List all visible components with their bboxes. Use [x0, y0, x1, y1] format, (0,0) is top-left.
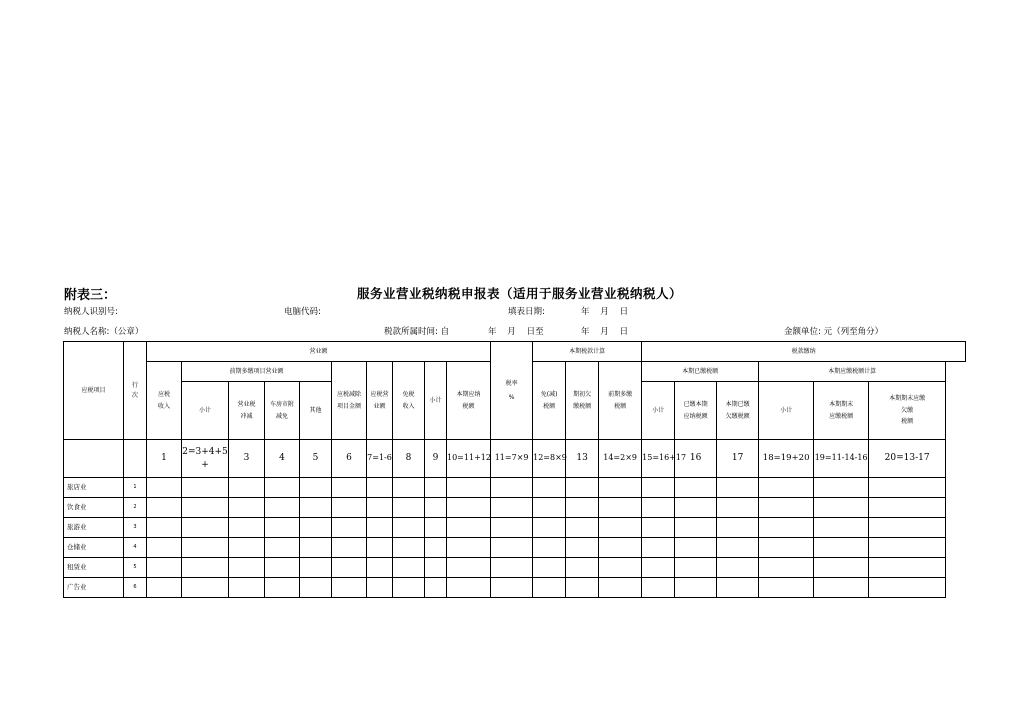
formula-cell: 20=13-17 [869, 440, 946, 478]
input-cell[interactable] [642, 498, 675, 518]
period-to: 年 月 日 [581, 327, 629, 337]
header-due: 本期应缴税额计算 [759, 362, 946, 382]
formula-cell: 18=19+20 [759, 440, 814, 478]
input-cell[interactable] [265, 578, 300, 598]
formula-cell: 13 [566, 440, 599, 478]
input-cell[interactable] [393, 578, 425, 598]
input-cell[interactable] [265, 538, 300, 558]
input-cell[interactable] [393, 558, 425, 578]
input-cell[interactable] [265, 518, 300, 538]
row-label: 广告业 [64, 578, 124, 598]
input-cell[interactable] [533, 578, 566, 598]
row-label: 旅游业 [64, 518, 124, 538]
input-cell[interactable] [533, 538, 566, 558]
input-cell[interactable] [759, 498, 814, 518]
input-cell[interactable] [367, 518, 393, 538]
input-cell[interactable] [147, 478, 182, 498]
input-cell[interactable] [300, 538, 332, 558]
header-tax-rate: 税率 % [491, 342, 533, 440]
table-row [64, 478, 966, 498]
header-paid-arrears: 本期已缴 欠缴税额 [717, 382, 759, 440]
input-cell[interactable] [425, 498, 447, 518]
table-row [64, 558, 966, 578]
header-urban-tax: 车房市附 减免 [265, 382, 300, 440]
input-cell[interactable] [759, 558, 814, 578]
input-cell[interactable] [491, 478, 533, 498]
input-cell[interactable] [642, 558, 675, 578]
formula-cell: 15=16+17 [642, 440, 675, 478]
input-cell[interactable] [147, 558, 182, 578]
input-cell[interactable] [425, 558, 447, 578]
input-cell[interactable] [814, 578, 869, 598]
input-cell[interactable] [566, 578, 599, 598]
input-cell[interactable] [717, 518, 759, 538]
header-line-no: 行 次 [124, 342, 147, 440]
formula-cell: 3 [229, 440, 265, 478]
table-row [64, 538, 966, 558]
header-item: 应税项目 [64, 342, 124, 440]
input-cell[interactable] [332, 478, 367, 498]
input-cell[interactable] [599, 578, 642, 598]
header-subtotal-a: 小计 [182, 382, 229, 440]
input-cell[interactable] [447, 498, 491, 518]
input-cell[interactable] [265, 478, 300, 498]
input-cell[interactable] [393, 518, 425, 538]
input-cell[interactable] [869, 538, 946, 558]
header-other: 其他 [300, 382, 332, 440]
input-cell[interactable] [425, 478, 447, 498]
input-cell[interactable] [599, 498, 642, 518]
input-cell[interactable] [182, 518, 229, 538]
input-cell[interactable] [300, 558, 332, 578]
header-exempt-tax: 免(减) 税额 [533, 362, 566, 440]
row-number: 5 [124, 558, 147, 578]
formula-cell: 7=1-6 [367, 440, 393, 478]
appendix-label: 附表三： [64, 288, 117, 303]
header-current-calc: 本期税款计算 [533, 342, 642, 362]
formula-cell: 14=2×9 [599, 440, 642, 478]
input-cell[interactable] [599, 518, 642, 538]
input-cell[interactable] [265, 558, 300, 578]
input-cell[interactable] [182, 558, 229, 578]
input-cell[interactable] [332, 538, 367, 558]
input-cell[interactable] [332, 578, 367, 598]
input-cell[interactable] [814, 498, 869, 518]
input-cell[interactable] [759, 478, 814, 498]
formula-cell: 16 [675, 440, 717, 478]
formula-cell: 2=3+4+5 + [182, 440, 229, 478]
input-cell[interactable] [759, 538, 814, 558]
header-taxable-turnover: 应税营 业额 [367, 362, 393, 440]
input-cell[interactable] [717, 478, 759, 498]
input-cell[interactable] [393, 498, 425, 518]
header-prior-overpaid: 前期多缴 税额 [599, 362, 642, 440]
input-cell[interactable] [675, 498, 717, 518]
table-row [64, 498, 966, 518]
row-label: 仓储业 [64, 538, 124, 558]
input-cell[interactable] [533, 478, 566, 498]
input-cell[interactable] [566, 498, 599, 518]
table-row [64, 578, 966, 598]
input-cell[interactable] [447, 478, 491, 498]
taxpayer-id-label: 纳税人识别号: [64, 307, 118, 317]
input-cell[interactable] [759, 518, 814, 538]
input-cell[interactable] [425, 538, 447, 558]
input-cell[interactable] [182, 578, 229, 598]
header-turnover: 营业额 [147, 342, 491, 362]
input-cell[interactable] [717, 558, 759, 578]
input-cell[interactable] [566, 538, 599, 558]
input-cell[interactable] [814, 518, 869, 538]
input-cell[interactable] [182, 498, 229, 518]
formula-blank [124, 440, 147, 478]
row-number: 6 [124, 578, 147, 598]
formula-cell: 6 [332, 440, 367, 478]
input-cell[interactable] [675, 538, 717, 558]
input-cell[interactable] [717, 538, 759, 558]
input-cell[interactable] [147, 578, 182, 598]
input-cell[interactable] [675, 578, 717, 598]
input-cell[interactable] [642, 478, 675, 498]
header-payment: 税款缴纳 [642, 342, 966, 362]
input-cell[interactable] [814, 538, 869, 558]
input-cell[interactable] [265, 498, 300, 518]
input-cell[interactable] [425, 578, 447, 598]
input-cell[interactable] [491, 498, 533, 518]
input-cell[interactable] [599, 478, 642, 498]
header-subtotal-b: 小计 [425, 362, 447, 440]
input-cell[interactable] [300, 478, 332, 498]
page-title: 服务业营业税纳税申报表（适用于服务业营业税纳税人） [357, 286, 683, 301]
input-cell[interactable] [447, 558, 491, 578]
input-cell[interactable] [367, 558, 393, 578]
input-cell[interactable] [675, 558, 717, 578]
input-cell[interactable] [332, 518, 367, 538]
header-prior-deduction: 前期多缴项目营业额 [182, 362, 332, 382]
row-number: 3 [124, 518, 147, 538]
header-end-arrears: 本期期末应缴 欠缴 税额 [869, 382, 946, 440]
row-number: 4 [124, 538, 147, 558]
input-cell[interactable] [642, 518, 675, 538]
row-label: 饮食业 [64, 498, 124, 518]
header-biz-tax: 营业税 冲减 [229, 382, 265, 440]
input-cell[interactable] [491, 558, 533, 578]
input-cell[interactable] [717, 498, 759, 518]
input-cell[interactable] [869, 518, 946, 538]
input-cell[interactable] [869, 578, 946, 598]
input-cell[interactable] [717, 578, 759, 598]
unit-label: 金额单位: 元（列至角分） [784, 327, 884, 337]
header-exempt-income: 免税 收入 [393, 362, 425, 440]
tax-return-table [63, 341, 966, 598]
formula-cell: 5 [300, 440, 332, 478]
input-cell[interactable] [447, 578, 491, 598]
input-cell[interactable] [642, 578, 675, 598]
header-current-payable: 本期应纳 税额 [447, 362, 491, 440]
input-cell[interactable] [447, 518, 491, 538]
input-cell[interactable] [332, 498, 367, 518]
fill-date-label: 填表日期: [508, 307, 545, 317]
input-cell[interactable] [491, 538, 533, 558]
input-cell[interactable] [367, 578, 393, 598]
input-cell[interactable] [869, 558, 946, 578]
row-label: 租赁业 [64, 558, 124, 578]
input-cell[interactable] [182, 478, 229, 498]
formula-cell: 1 [147, 440, 182, 478]
input-cell[interactable] [367, 538, 393, 558]
input-cell[interactable] [533, 498, 566, 518]
input-cell[interactable] [229, 518, 265, 538]
input-cell[interactable] [300, 578, 332, 598]
input-cell[interactable] [300, 518, 332, 538]
input-cell[interactable] [425, 518, 447, 538]
formula-cell: 9 [425, 440, 447, 478]
input-cell[interactable] [147, 518, 182, 538]
input-cell[interactable] [447, 538, 491, 558]
input-cell[interactable] [147, 538, 182, 558]
input-cell[interactable] [533, 518, 566, 538]
input-cell[interactable] [814, 478, 869, 498]
input-cell[interactable] [229, 538, 265, 558]
input-cell[interactable] [533, 558, 566, 578]
formula-cell: 8 [393, 440, 425, 478]
input-cell[interactable] [229, 498, 265, 518]
row-number: 1 [124, 478, 147, 498]
header-subtotal-c: 小计 [642, 382, 675, 440]
input-cell[interactable] [300, 498, 332, 518]
formula-cell: 4 [265, 440, 300, 478]
header-beginning-arrears: 期初欠 缴税额 [566, 362, 599, 440]
input-cell[interactable] [229, 558, 265, 578]
input-cell[interactable] [367, 498, 393, 518]
formula-cell: 11=7×9 [491, 440, 533, 478]
input-cell[interactable] [869, 498, 946, 518]
input-cell[interactable] [393, 478, 425, 498]
input-cell[interactable] [814, 558, 869, 578]
table-row [64, 518, 966, 538]
input-cell[interactable] [675, 518, 717, 538]
row-number: 2 [124, 498, 147, 518]
input-cell[interactable] [599, 538, 642, 558]
period-label: 税款所属时间: 自 [384, 327, 450, 337]
input-cell[interactable] [229, 578, 265, 598]
formula-blank [64, 440, 124, 478]
header-end-payable: 本期期末 应缴税额 [814, 382, 869, 440]
formula-cell: 19=11-14-16 [814, 440, 869, 478]
formula-cell: 12=8×9 [533, 440, 566, 478]
input-cell[interactable] [675, 478, 717, 498]
header-paid-current: 已缴本期 应纳税额 [675, 382, 717, 440]
fill-date-ymd: 年 月 日 [581, 307, 629, 317]
header-subtotal-d: 小计 [759, 382, 814, 440]
taxpayer-name-label: 纳税人名称:（公章） [64, 327, 144, 337]
input-cell[interactable] [229, 478, 265, 498]
input-cell[interactable] [182, 538, 229, 558]
input-cell[interactable] [491, 518, 533, 538]
input-cell[interactable] [147, 498, 182, 518]
formula-cell: 10=11+12 [447, 440, 491, 478]
header-paid: 本期已缴税额 [642, 362, 759, 382]
period-from: 年 月 日至 [488, 327, 544, 337]
input-cell[interactable] [759, 578, 814, 598]
input-cell[interactable] [393, 538, 425, 558]
header-deduct-amount: 应税减除 项目金额 [332, 362, 367, 440]
formula-cell: 17 [717, 440, 759, 478]
input-cell[interactable] [642, 538, 675, 558]
input-cell[interactable] [566, 478, 599, 498]
input-cell[interactable] [566, 558, 599, 578]
phone-label: 电脑代码: [284, 307, 321, 317]
row-label: 旅店业 [64, 478, 124, 498]
input-cell[interactable] [869, 478, 946, 498]
input-cell[interactable] [599, 558, 642, 578]
input-cell[interactable] [367, 478, 393, 498]
input-cell[interactable] [332, 558, 367, 578]
input-cell[interactable] [491, 578, 533, 598]
input-cell[interactable] [566, 518, 599, 538]
header-taxable-income: 应税 收入 [147, 362, 182, 440]
